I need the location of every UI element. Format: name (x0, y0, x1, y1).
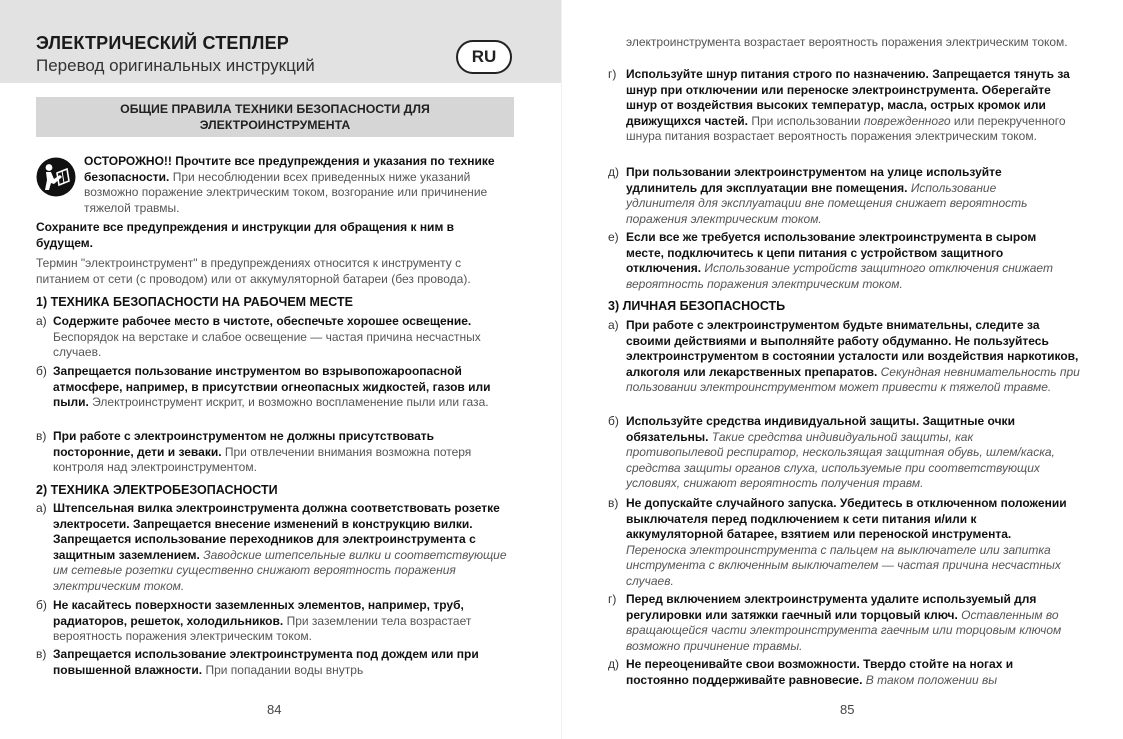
item-normal: Электроинструмент искрит, и возможно воспламенение пыли или газа. (88, 395, 489, 410)
item-label: а) (36, 501, 47, 515)
section-2-heading: 2) ТЕХНИКА ЭЛЕКТРОБЕЗОПАСНОСТИ (36, 483, 278, 497)
warning-bold: ОСТОРОЖНО!! Прочтите все предупреждения и указания по технике безопасности. (84, 154, 495, 184)
item-normal: При заземлении тела возрастает вероятность поражения электрическим током. (53, 613, 472, 644)
item-label: д) (608, 657, 619, 671)
item-normal: или перекрученного шнура питания возрастает вероятность поражения электрическим током. (626, 113, 1066, 144)
list-item (626, 496, 1072, 590)
language-badge: RU (456, 40, 512, 74)
section-3-heading: 3) ЛИЧНАЯ БЕЗОПАСНОСТЬ (608, 299, 786, 313)
item-italic: Такие средства индивидуальной защиты, как противопылевой респиратор, нескользящая защитная обувь, шлем/каска, средства защиты органов слуха, используемые при соответствующих условиях, снижают вероятность получения травм. (626, 429, 1055, 491)
list-item (53, 314, 515, 361)
item-label: д) (608, 165, 619, 179)
item-normal: При отвлечении внимания возможна потеря контроля над электроинструментом. (53, 444, 472, 475)
document-title: ЭЛЕКТРИЧЕСКИЙ СТЕПЛЕР (36, 33, 289, 53)
warning-normal: При несоблюдении всех приведенных ниже указаний возможно поражение электрическим током, возгорание или причинение тяжелой травмы. (84, 169, 488, 215)
item-normal: При попадании воды внутрь (202, 662, 364, 677)
list-item (626, 165, 1066, 227)
header-band (0, 0, 561, 83)
item-bold: Запрещается использование электроинструмента под дождем или при повышенной влажности. (53, 647, 479, 677)
item-bold: Используйте средства индивидуальной защиты. Защитные очки обязательны. (626, 414, 1015, 444)
list-item (53, 598, 513, 645)
list-item (626, 592, 1072, 654)
item-bold: Не переоценивайте свои возможности. Твердо стойте на ногах и постоянно поддерживайте равновесие. (626, 657, 1014, 687)
warning-text (84, 154, 514, 216)
item-bold: При пользовании электроинструментом на улице используйте удлинитель для эксплуатации вне помещения. (626, 165, 1002, 195)
list-item (626, 414, 1066, 492)
continued-text: электроинструмента возрастает вероятность поражения электрическим током. (626, 35, 1068, 49)
item-bold: При работе с электроинструментом не должны присутствовать посторонние, дети и зеваки. (53, 429, 435, 459)
save-instructions: Сохраните все предупреждения и инструкции для обращения к ним в будущем. (36, 220, 455, 250)
list-item (53, 501, 513, 595)
right-page (562, 0, 1123, 739)
item-bold: Запрещается пользование инструментом во взрывопожароопасной атмосфере, например, в присутствии огнеопасных жидкостей, газов или пыли. (53, 364, 491, 410)
read-manual-icon (36, 157, 76, 197)
item-label: г) (608, 592, 617, 606)
list-item (626, 657, 1072, 688)
section-title-line2: ЭЛЕКТРОИНСТРУМЕНТА (199, 118, 351, 132)
item-italic: поврежденного (863, 113, 951, 128)
list-item (53, 429, 513, 476)
item-italic: Заводские штепсельные вилки и соответствующие им сетевые розетки существенно снижают вероятность поражения электрическим током. (53, 547, 507, 593)
item-label: в) (36, 429, 47, 443)
item-italic: Переноска электроинструмента с пальцем на выключателе или запитка инструмента с включенным выключателем — частая причина несчастных случаев. (626, 542, 1061, 588)
item-bold: Не касайтесь поверхности заземленных элементов, например, труб, радиаторов, решеток, холодильников. (53, 598, 464, 628)
document-subtitle: Перевод оригинальных инструкций (36, 56, 315, 75)
item-normal: Беспорядок на верстаке и слабое освещение — частая причина несчастных случаев. (53, 329, 481, 360)
section-1-heading: 1) ТЕХНИКА БЕЗОПАСНОСТИ НА РАБОЧЕМ МЕСТЕ (36, 295, 353, 309)
list-item (53, 364, 519, 411)
item-label: б) (608, 414, 619, 428)
item-label: е) (608, 230, 619, 244)
item-italic: Использование устройств защитного отключения снижает вероятность поражения электрическим током. (626, 261, 1053, 291)
section-title-box (36, 97, 514, 137)
item-bold: Не допускайте случайного запуска. Убедитесь в отключенном положении выключателя перед подключением к сети питания и/или к аккумуляторной батарее, взятием или переноской инструмента. (626, 496, 1067, 542)
item-label: б) (36, 598, 47, 612)
item-label: а) (608, 318, 619, 332)
page-number: 84 (267, 702, 282, 717)
list-item (626, 318, 1086, 396)
item-bold: Используйте шнур питания строго по назначению. Запрещается тянуть за шнур при отключении или переноске электроинструмента. Оберегайте шнур от воздействия высоких температур, масла, острых кромок или движущихся частей. (626, 67, 1070, 128)
item-italic: Оставленным во вращающейся части электроинструмента гаечным или торцовым ключом возможно причинение травмы. (626, 607, 1062, 653)
item-normal: При использовании (748, 113, 864, 128)
list-item (626, 67, 1072, 145)
item-bold: Содержите рабочее место в чистоте, обеспечьте хорошее освещение. (53, 314, 472, 328)
item-italic: Секундная невнимательность при пользовании электроинструментом может привести к тяжелой травме. (626, 364, 1080, 395)
page-number: 85 (840, 702, 855, 717)
item-label: г) (608, 67, 617, 81)
term-definition: Термин "электроинструмент" в предупреждениях относится к инструменту с питанием от сети (с проводом) или от аккумуляторной батареи (без провода). (36, 256, 471, 286)
section-title-line1: ОБЩИЕ ПРАВИЛА ТЕХНИКИ БЕЗОПАСНОСТИ ДЛЯ (120, 102, 430, 116)
item-italic: Использование удлинителя для эксплуатации вне помещения снижает вероятность поражения электрическим током. (626, 180, 1028, 226)
item-label: б) (36, 364, 47, 378)
item-label: а) (36, 314, 47, 328)
item-label: в) (36, 647, 47, 661)
left-page (0, 0, 561, 739)
list-item (53, 647, 513, 678)
item-bold: Штепсельная вилка электроинструмента должна соответствовать розетке электросети. Запрещается внесение изменений в конструкцию вилки. Запрещается использование переходников для электроинструмента с защитным заземлением. (53, 501, 500, 562)
item-bold: Перед включением электроинструмента удалите используемый для регулировки или затяжки гаечный или торцовый ключ. (626, 592, 1037, 622)
item-italic: В таком положении вы (862, 672, 998, 687)
list-item (626, 230, 1066, 292)
item-label: в) (608, 496, 619, 510)
item-bold: При работе с электроинструментом будьте внимательны, следите за своими действиями и выполняйте работу обдуманно. Не пользуйтесь электроинструментом в состоянии усталости или воздействия наркотиков, алкоголя или лекарственных препаратов. (626, 318, 1079, 379)
item-bold: Если все же требуется использование электроинструмента в сыром месте, подключитесь к цепи питания с устройством защитного отключения. (626, 230, 1037, 276)
